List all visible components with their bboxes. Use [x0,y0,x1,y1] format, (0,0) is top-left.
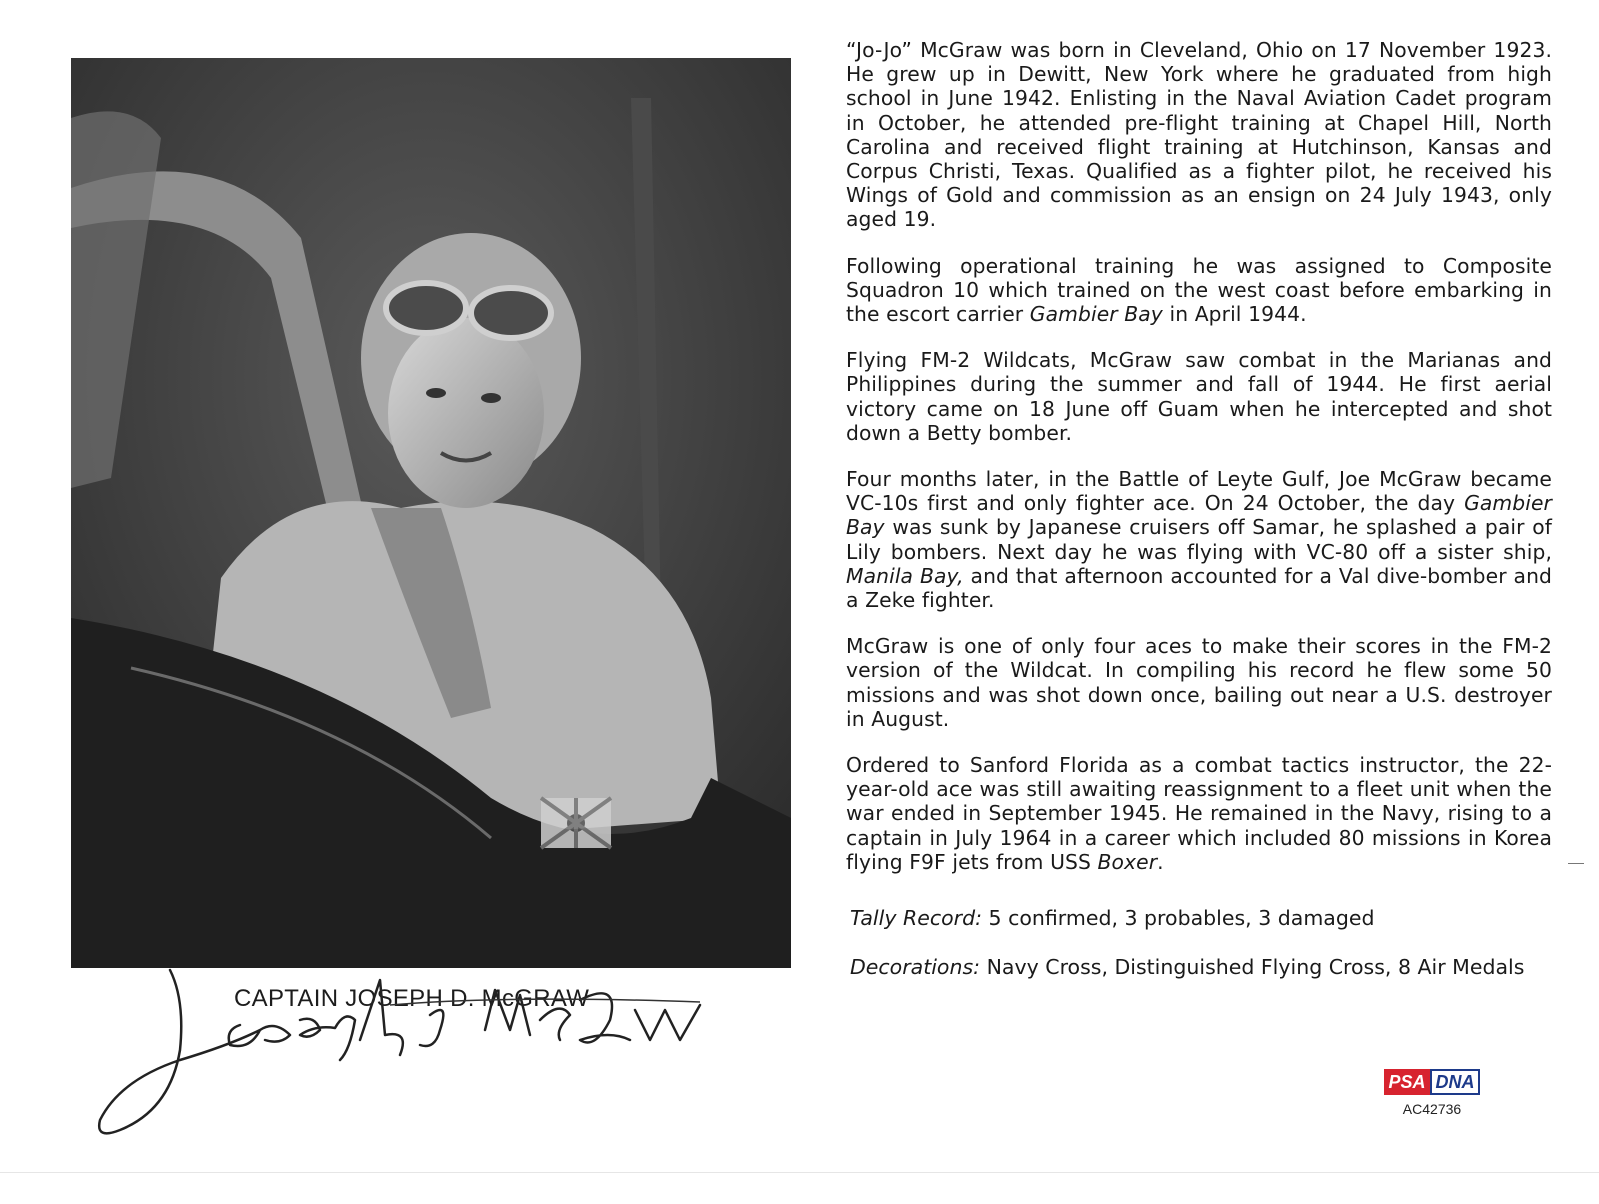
signature-icon [90,960,710,1160]
bio-paragraph-4: Four months later, in the Battle of Leyte Gulf, Joe McGraw became VC-10s first and only fighter ace. On 24 October, the day Gambier Bay was sunk by Japanese cruisers off Samar, he splashed a pair of Lily bombers. Next day he was flying with VC-80 off a sister ship, Manila Bay, and that afternoon accounted for a Val dive-bomber and a Zeke fighter. [846,467,1553,613]
edge-mark [1568,863,1584,864]
bio-paragraph-5: McGraw is one of only four aces to make their scores in the FM-2 version of the Wildcat. In compiling his record he flew some 50 missions and was shot down once, bailing out near a U.S. destroyer in August. [846,634,1552,731]
tally-record: Tally Record: 5 confirmed, 3 probables, 3 damaged [850,906,1375,930]
bio-paragraph-1: “Jo-Jo” McGraw was born in Cleveland, Ohio on 17 November 1923. He grew up in Dewitt, New York where he graduated from high school in June 1942. Enlisting in the Naval Aviation Cadet program in October, he attended pre-flight training at Chapel Hill, North Carolina and received flight training at Hutchinson, Kansas and Corpus Christi, Texas. Qualified as a fighter pilot, he received his Wings of Gold and commission as an ensign on 24 July 1943, only aged 19. [846,38,1552,232]
psa-dna-logo-icon: PSA DNA [1384,1069,1480,1095]
pilot-photo [71,58,791,968]
biography-text [846,38,1552,896]
pilot-in-cockpit-icon [71,58,791,968]
bio-paragraph-3: Flying FM-2 Wildcats, McGraw saw combat in the Marianas and Philippines during the summer and fall of 1944. He first aerial victory came on 18 June off Guam when he intercepted and shot down a Betty bomber. [846,348,1552,445]
bio-paragraph-2: Following operational training he was assigned to Composite Squadron 10 which trained on the west coast before embarking in the escort carrier Gambier Bay in April 1944. [846,253,1552,327]
authentication-sticker [1382,1069,1482,1117]
page-edge-line [0,1172,1599,1173]
certificate-number: AC42736 [1402,1101,1462,1117]
decorations: Decorations: Navy Cross, Distinguished Flying Cross, 8 Air Medals [850,955,1525,979]
bio-paragraph-6: Ordered to Sanford Florida as a combat tactics instructor, the 22-year-old ace was still awaiting reassignment to a fleet unit when the war ended in September 1945. He remained in the Navy, rising to a captain in July 1964 in a career which included 80 missions in Korea flying F9F jets from USS Boxer. [846,753,1552,874]
photo-caption: CAPTAIN JOSEPH D. McGRAW [234,985,590,1012]
